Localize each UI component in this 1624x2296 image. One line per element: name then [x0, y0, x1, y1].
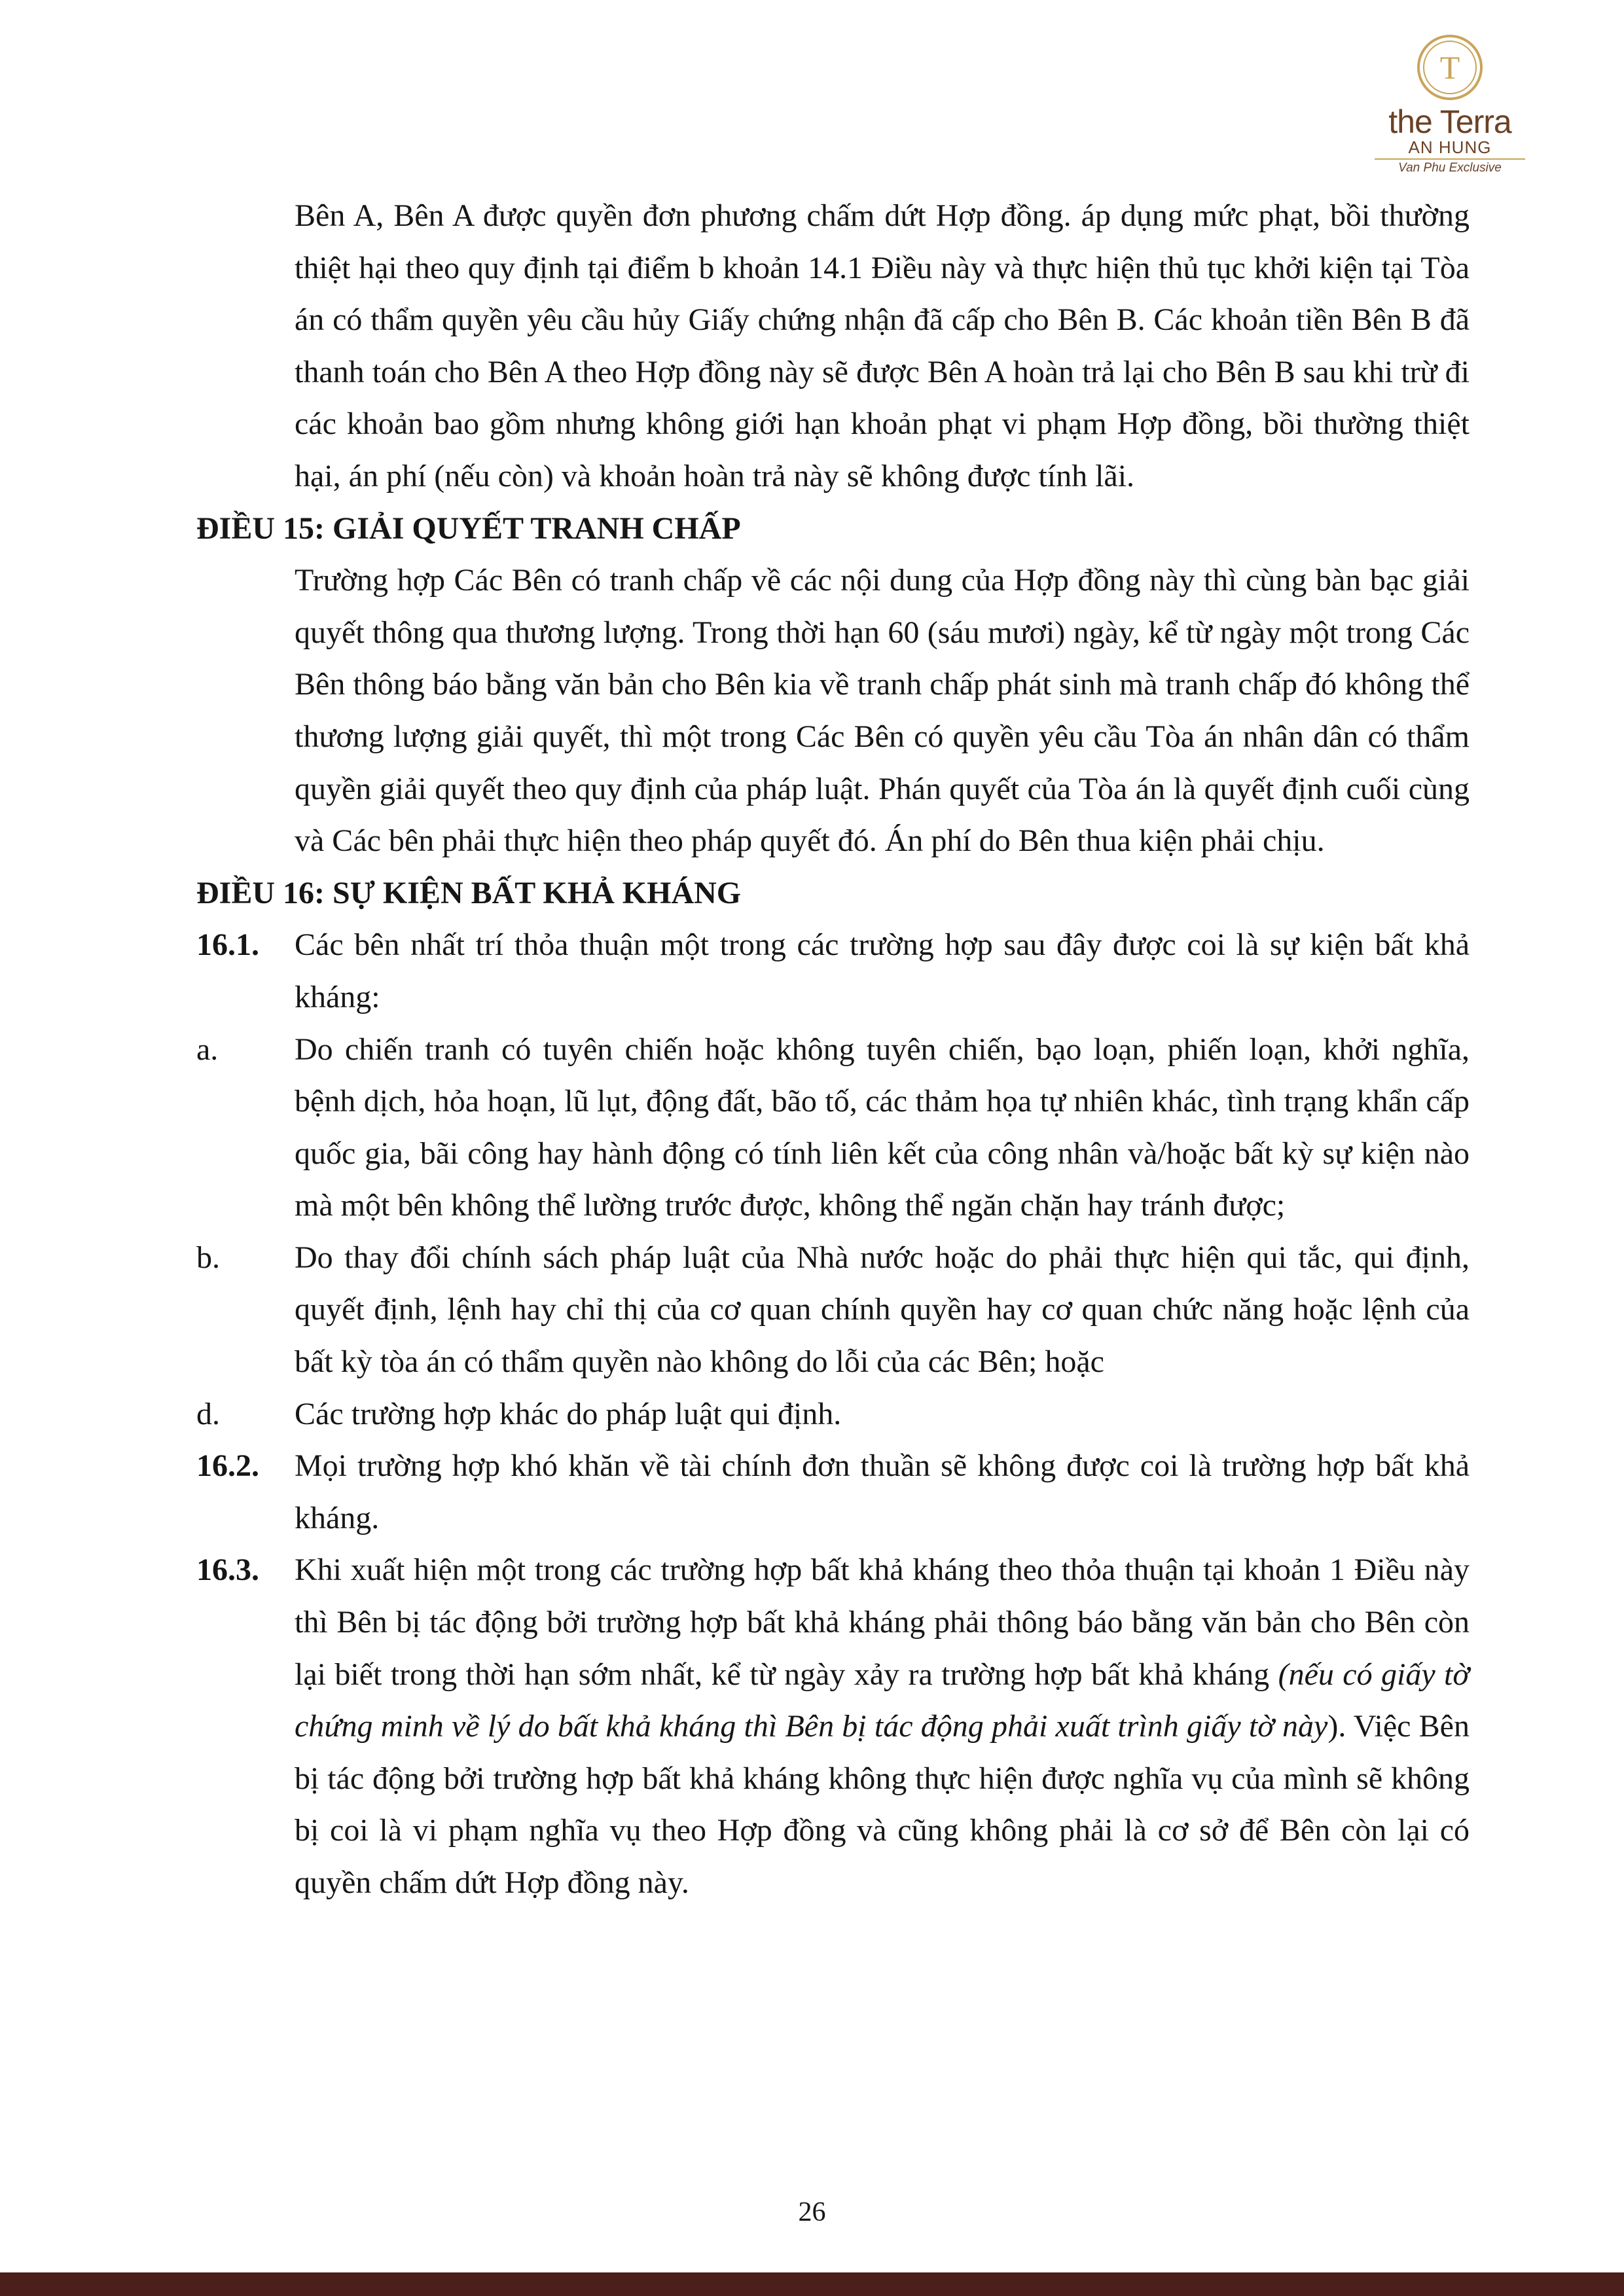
- clause-text-part-2: ). Việc Bên bị tác động bởi trường hợp bất khả kháng không thực hiện được nghĩa vụ của mình sẽ không bị coi là vi phạm nghĩa vụ theo Hợp đồng và cũng không phải là cơ sở để Bên còn lại có quyền chấm dứt Hợp đồng này.: [295, 1709, 1470, 1900]
- logo-monogram-icon: [1414, 31, 1486, 103]
- document-body: [196, 190, 1470, 1909]
- clause-number: 16.2.: [196, 1448, 259, 1484]
- list-marker: a.: [196, 1031, 219, 1067]
- clause-text: [295, 1544, 1470, 1909]
- list-marker: b.: [196, 1240, 220, 1275]
- article-15-heading: ĐIỀU 15: GIẢI QUYẾT TRANH CHẤP: [196, 511, 741, 546]
- clause-text-part-1: Khi xuất hiện một trong các trường hợp bất khả kháng theo thỏa thuận tại khoản 1 Điều này thì Bên bị tác động bởi trường hợp bất khả kháng phải thông báo bằng văn bản cho Bên còn lại biết trong thời hạn sớm nhất, kể từ ngày xảy ra trường hợp bất khả kháng: [295, 1552, 1470, 1692]
- list-marker: d.: [196, 1396, 220, 1431]
- list-item-a: [196, 1024, 1470, 1232]
- list-text: Các trường hợp khác do pháp luật qui định.: [295, 1396, 842, 1431]
- clause-16-3: [196, 1544, 1470, 1909]
- logo-letter: T: [1439, 49, 1460, 86]
- logo-name: the Terra: [1388, 103, 1511, 140]
- clause-16-1: [196, 919, 1470, 1023]
- clause-text: Các bên nhất trí thỏa thuận một trong các trường hợp sau đây được coi là sự kiện bất khả kháng:: [295, 927, 1470, 1014]
- logo-tagline: Van Phu Exclusive: [1398, 161, 1502, 175]
- continuation-paragraph: Bên A, Bên A được quyền đơn phương chấm dứt Hợp đồng. áp dụng mức phạt, bồi thường thiệt hại theo quy định tại điểm b khoản 14.1 Điều này và thực hiện thủ tục khởi kiện tại Tòa án có thẩm quyền yêu cầu hủy Giấy chứng nhận đã cấp cho Bên B. Các khoản tiền Bên B đã thanh toán cho Bên A theo Hợp đồng này sẽ được Bên A hoàn trả lại cho Bên B sau khi trừ đi các khoản bao gồm nhưng không giới hạn khoản phạt vi phạm Hợp đồng, bồi thường thiệt hại, án phí (nếu còn) và khoản hoàn trả này sẽ không được tính lãi.: [295, 198, 1470, 493]
- logo-subtitle: AN HUNG: [1408, 137, 1492, 157]
- list-item-d: [196, 1388, 1470, 1441]
- clause-text-italic: (nếu có giấy tờ chứng minh về lý do bất khả kháng thì Bên bị tác động phải xuất trình giấy tờ này: [295, 1657, 1470, 1744]
- clause-number: 16.1.: [196, 927, 259, 963]
- clause-number: 16.3.: [196, 1552, 259, 1588]
- article-15-body: Trường hợp Các Bên có tranh chấp về các nội dung của Hợp đồng này thì cùng bàn bạc giải quyết thông qua thương lượng. Trong thời hạn 60 (sáu mươi) ngày, kể từ ngày một trong Các Bên thông báo bằng văn bản cho Bên kia về tranh chấp phát sinh mà tranh chấp đó không thể thương lượng giải quyết, thì một trong Các Bên có quyền yêu cầu Tòa án nhân dân có thẩm quyền giải quyết theo quy định của pháp luật. Phán quyết của Tòa án là quyết định cuối cùng và Các bên phải thực hiện theo pháp quyết đó. Án phí do Bên thua kiện phải chịu.: [295, 563, 1470, 859]
- list-text: Do thay đổi chính sách pháp luật của Nhà nước hoặc do phải thực hiện qui tắc, qui định, quyết định, lệnh hay chỉ thị của cơ quan chính quyền hay cơ quan chức năng hoặc lệnh của bất kỳ tòa án có thẩm quyền nào không do lỗi của các Bên; hoặc: [295, 1240, 1470, 1380]
- list-text: Do chiến tranh có tuyên chiến hoặc không tuyên chiến, bạo loạn, phiến loạn, khởi nghĩa, bệnh dịch, hỏa hoạn, lũ lụt, động đất, bão tố, các thảm họa tự nhiên khác, tình trạng khẩn cấp quốc gia, bãi công hay hành động có tính liên kết của công nhân và/hoặc bất kỳ sự kiện nào mà một bên không thể lường trước được, không thể ngăn chặn hay tránh được;: [295, 1031, 1470, 1223]
- logo-divider: [1375, 158, 1525, 160]
- article-16-heading: ĐIỀU 16: SỰ KIỆN BẤT KHẢ KHÁNG: [196, 875, 742, 910]
- page-number: 26: [798, 2197, 826, 2227]
- clause-16-2: [196, 1440, 1470, 1544]
- footer-bar: [0, 2272, 1624, 2296]
- list-item-b: [196, 1232, 1470, 1388]
- company-logo: [1365, 31, 1535, 188]
- clause-text: Mọi trường hợp khó khăn về tài chính đơn thuần sẽ không được coi là trường hợp bất khả kháng.: [295, 1448, 1470, 1535]
